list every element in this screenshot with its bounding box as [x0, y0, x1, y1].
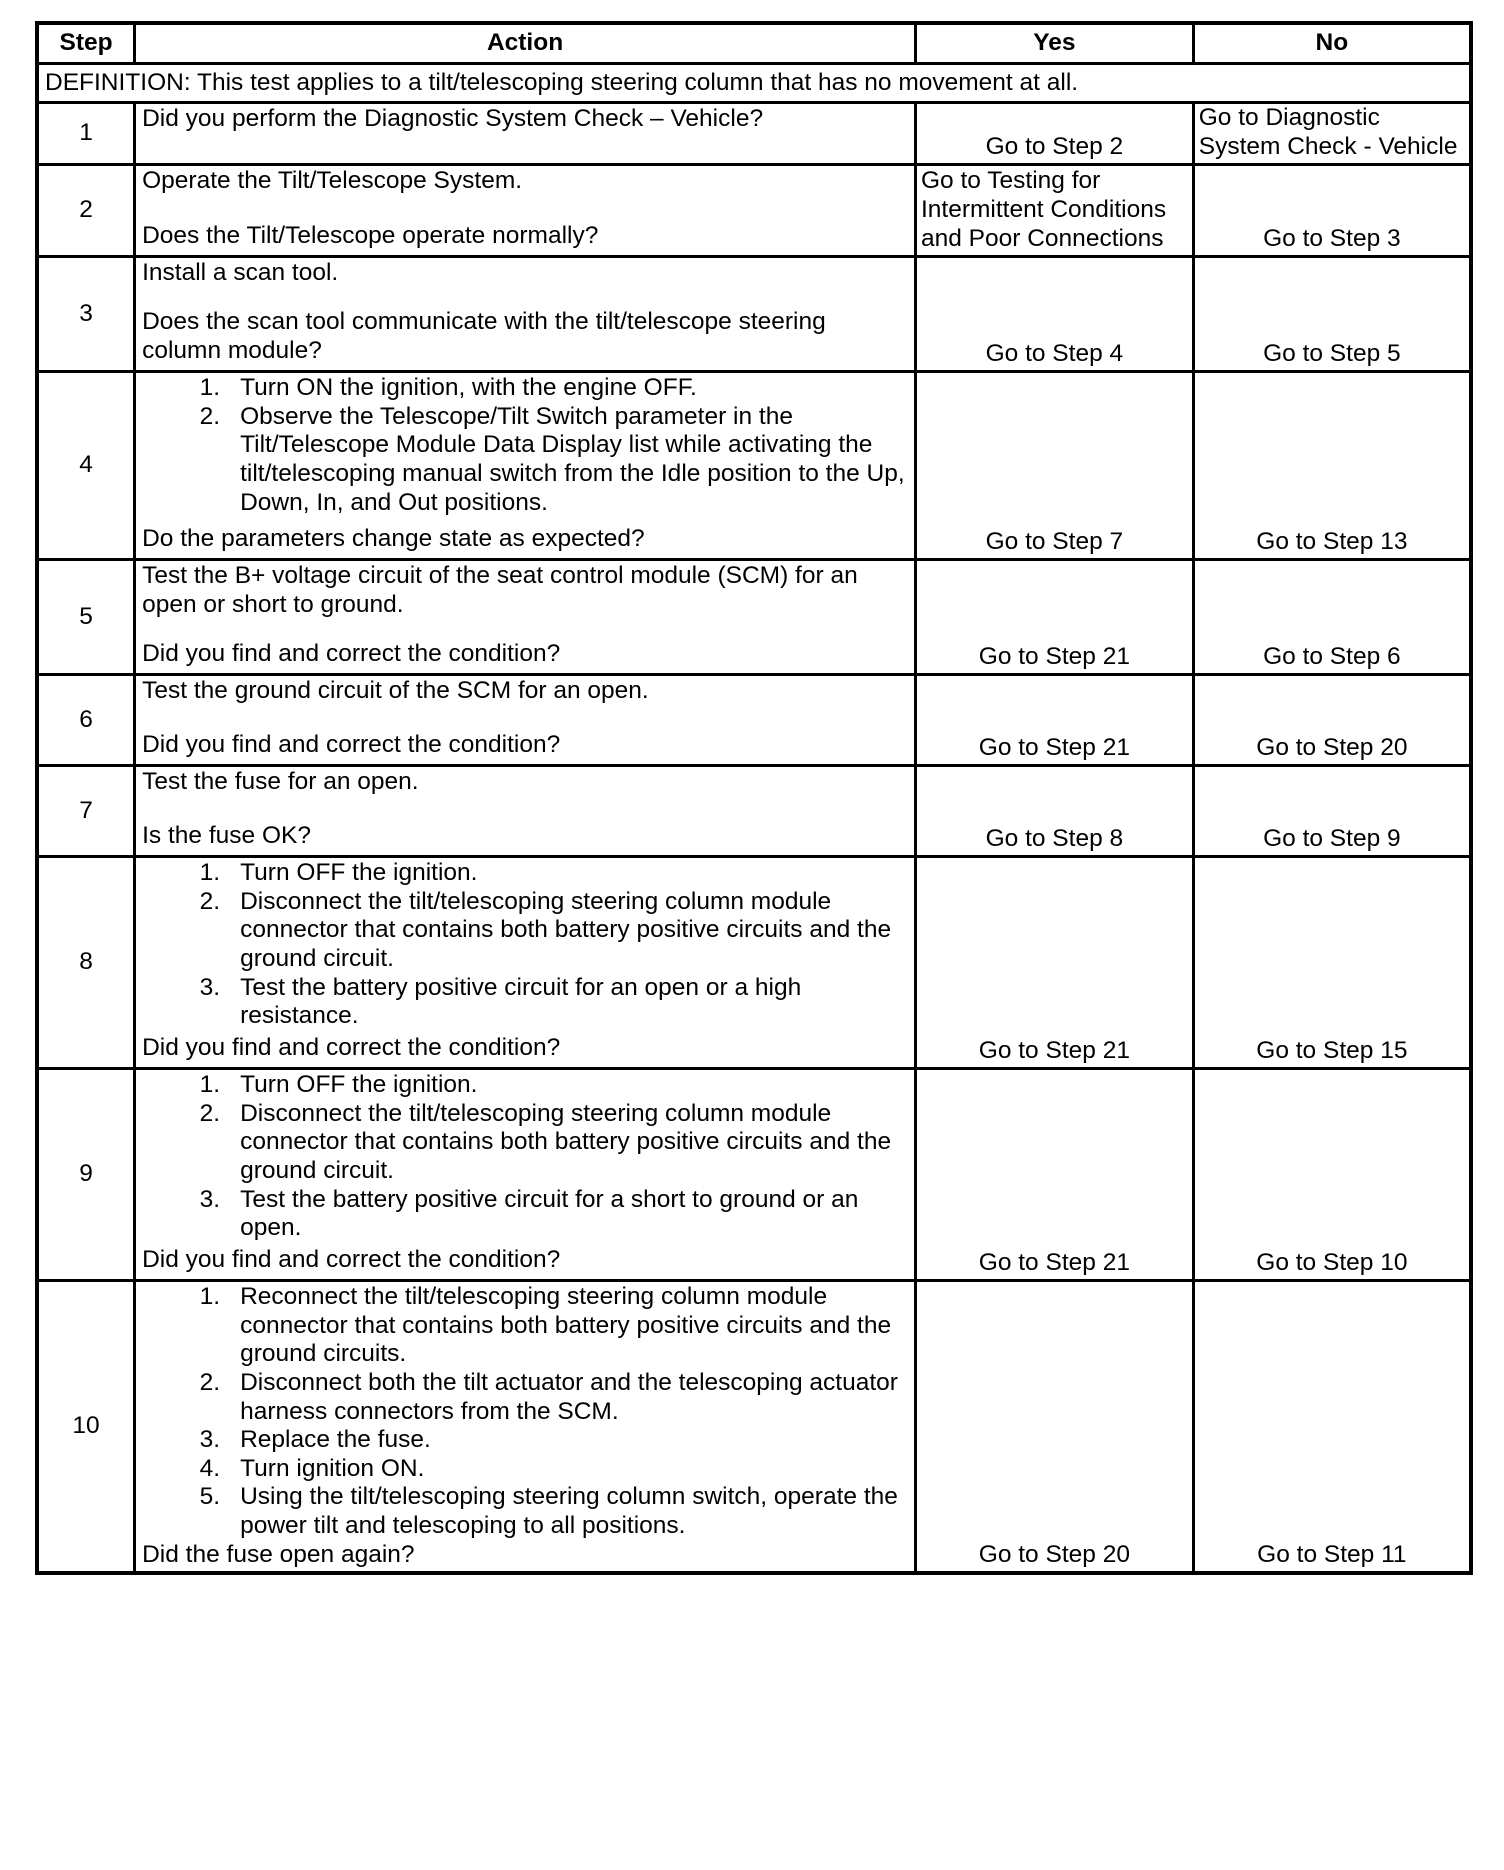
header-action: Action	[135, 23, 916, 64]
action-content	[142, 561, 910, 670]
action-step-number: 5.	[199, 1483, 221, 1511]
action-question: Did you find and correct the condition?	[142, 639, 561, 667]
action-question: Is the fuse OK?	[142, 821, 311, 849]
table-row	[37, 103, 1471, 165]
table-row	[37, 165, 1471, 257]
action-text: Test the B+ voltage circuit of the seat control module (SCM) for an open or short to ground.	[142, 562, 858, 618]
step-number: 1	[37, 103, 135, 165]
action-content	[142, 373, 910, 555]
action-content	[142, 104, 910, 156]
no-result: Go to Step 20	[1193, 675, 1471, 766]
step-number: 2	[37, 165, 135, 257]
no-result: Go to Diagnostic System Check - Vehicle	[1193, 103, 1471, 165]
yes-result: Go to Step 4	[916, 257, 1194, 372]
step-number: 5	[37, 560, 135, 675]
action-question: Does the Tilt/Telescope operate normally?	[142, 221, 599, 249]
no-result: Go to Step 6	[1193, 560, 1471, 675]
step-number: 8	[37, 857, 135, 1069]
definition-text: DEFINITION: This test applies to a tilt/telescoping steering column that has no movement at all.	[37, 64, 1471, 103]
action-text: Test the ground circuit of the SCM for an open.	[142, 677, 649, 705]
table-row	[37, 857, 1471, 1069]
table-body	[37, 64, 1471, 1574]
definition-row	[37, 64, 1471, 103]
action-instructions	[142, 677, 910, 706]
action-step-number: 2.	[199, 1099, 221, 1127]
action-question: Did you find and correct the condition?	[142, 1245, 561, 1273]
action-question: Did the fuse open again?	[142, 1540, 415, 1568]
action-instructions	[142, 374, 910, 517]
action-step-number: 1.	[199, 374, 221, 402]
diagnostic-table	[35, 21, 1473, 1575]
action-step-item	[142, 1283, 910, 1369]
no-result: Go to Step 11	[1193, 1281, 1471, 1573]
table-row	[37, 1281, 1471, 1573]
action-text: Did you perform the Diagnostic System Check – Vehicle?	[142, 105, 764, 132]
action-step-item	[142, 374, 910, 403]
action-question: Did you find and correct the condition?	[142, 730, 561, 758]
action-steps-list	[142, 1283, 910, 1540]
step-number: 4	[37, 372, 135, 560]
action-step-number: 3.	[199, 973, 221, 1001]
action-step-number: 1.	[199, 1071, 221, 1099]
action-cell	[135, 857, 916, 1069]
action-cell	[135, 1281, 916, 1573]
table-row	[37, 560, 1471, 675]
action-step-text: Turn OFF the ignition.	[240, 859, 478, 887]
action-content	[142, 1070, 910, 1276]
no-result: Go to Step 9	[1193, 766, 1471, 857]
no-result: Go to Step 13	[1193, 372, 1471, 560]
yes-result: Go to Step 21	[916, 675, 1194, 766]
step-number: 10	[37, 1281, 135, 1573]
step-number: 3	[37, 257, 135, 372]
action-step-text: Test the battery positive circuit for a short to ground or an open.	[240, 1185, 859, 1242]
action-instructions	[142, 768, 910, 797]
action-step-text: Test the battery positive circuit for an open or a high resistance.	[240, 973, 802, 1030]
action-step-text: Disconnect the tilt/telescoping steering column module connector that contains both battery positive circuits and the ground circuit.	[240, 887, 892, 972]
action-steps-list	[142, 859, 910, 1031]
action-step-item	[142, 1455, 910, 1484]
action-step-text: Turn ON the ignition, with the engine OFF.	[240, 374, 697, 402]
action-instructions	[142, 167, 910, 196]
action-instructions	[142, 259, 910, 288]
action-text: Install a scan tool.	[142, 259, 339, 287]
header-step: Step	[37, 23, 135, 64]
no-result: Go to Step 3	[1193, 165, 1471, 257]
header-yes: Yes	[916, 23, 1194, 64]
action-question: Did you find and correct the condition?	[142, 1033, 561, 1061]
action-step-item	[142, 1369, 910, 1426]
action-step-text: Disconnect the tilt/telescoping steering column module connector that contains both battery positive circuits and the ground circuit.	[240, 1099, 892, 1184]
yes-result: Go to Testing for Intermittent Conditions and Poor Connections	[916, 165, 1194, 257]
table-row	[37, 372, 1471, 560]
action-text: Test the fuse for an open.	[142, 768, 419, 796]
action-steps-list	[142, 374, 910, 517]
action-content	[142, 166, 910, 252]
header-row	[37, 23, 1471, 64]
yes-result: Go to Step 21	[916, 560, 1194, 675]
action-step-item	[142, 1100, 910, 1186]
action-step-number: 1.	[199, 1283, 221, 1311]
no-result: Go to Step 15	[1193, 857, 1471, 1069]
action-content	[142, 767, 910, 852]
action-steps-list	[142, 1071, 910, 1243]
no-result: Go to Step 5	[1193, 257, 1471, 372]
no-result: Go to Step 10	[1193, 1069, 1471, 1281]
action-content	[142, 858, 910, 1064]
action-content	[142, 1282, 910, 1571]
action-cell	[135, 560, 916, 675]
yes-result: Go to Step 21	[916, 857, 1194, 1069]
action-step-item	[142, 403, 910, 517]
action-step-item	[142, 1071, 910, 1100]
action-step-item	[142, 974, 910, 1031]
action-step-item	[142, 859, 910, 888]
action-instructions	[142, 1071, 910, 1243]
table-row	[37, 766, 1471, 857]
action-step-item	[142, 1186, 910, 1243]
action-step-text: Reconnect the tilt/telescoping steering column module connector that contains both battery positive circuits and the ground circuits.	[240, 1283, 892, 1368]
action-instructions	[142, 562, 910, 619]
yes-result: Go to Step 7	[916, 372, 1194, 560]
action-step-number: 3.	[199, 1185, 221, 1213]
action-cell	[135, 766, 916, 857]
action-question: Do the parameters change state as expected?	[142, 524, 645, 552]
action-step-text: Using the tilt/telescoping steering column switch, operate the power tilt and telescoping to all positions.	[240, 1483, 898, 1539]
action-cell	[135, 372, 916, 560]
table-row	[37, 675, 1471, 766]
action-content	[142, 676, 910, 761]
action-step-text: Turn ignition ON.	[240, 1454, 425, 1482]
action-step-text: Disconnect both the tilt actuator and the telescoping actuator harness connectors from the SCM.	[240, 1368, 898, 1425]
action-cell	[135, 257, 916, 372]
table-row	[37, 1069, 1471, 1281]
action-step-item	[142, 1426, 910, 1455]
action-step-number: 2.	[199, 1368, 221, 1396]
action-step-text: Replace the fuse.	[240, 1426, 431, 1454]
action-cell	[135, 1069, 916, 1281]
yes-result: Go to Step 2	[916, 103, 1194, 165]
action-step-item	[142, 888, 910, 974]
action-step-number: 2.	[199, 402, 221, 430]
action-text: Operate the Tilt/Telescope System.	[142, 167, 523, 195]
action-step-text: Observe the Telescope/Tilt Switch parameter in the Tilt/Telescope Module Data Display list while activating the tilt/telescoping manual switch from the Idle position to the Up, Down, In, and Out positions.	[240, 402, 905, 516]
action-step-number: 2.	[199, 887, 221, 915]
header-no: No	[1193, 23, 1471, 64]
action-step-number: 3.	[199, 1426, 221, 1454]
yes-result: Go to Step 21	[916, 1069, 1194, 1281]
table-row	[37, 257, 1471, 372]
step-number: 6	[37, 675, 135, 766]
action-cell	[135, 165, 916, 257]
action-content	[142, 258, 910, 367]
action-instructions	[142, 105, 910, 134]
action-step-text: Turn OFF the ignition.	[240, 1071, 478, 1099]
action-question: Does the scan tool communicate with the tilt/telescope steering column module?	[142, 308, 826, 364]
action-step-item	[142, 1483, 910, 1540]
yes-result: Go to Step 8	[916, 766, 1194, 857]
step-number: 9	[37, 1069, 135, 1281]
action-step-number: 4.	[199, 1454, 221, 1482]
step-number: 7	[37, 766, 135, 857]
action-cell	[135, 675, 916, 766]
action-instructions	[142, 1283, 910, 1540]
yes-result: Go to Step 20	[916, 1281, 1194, 1573]
action-step-number: 1.	[199, 859, 221, 887]
action-cell	[135, 103, 916, 165]
action-instructions	[142, 859, 910, 1031]
